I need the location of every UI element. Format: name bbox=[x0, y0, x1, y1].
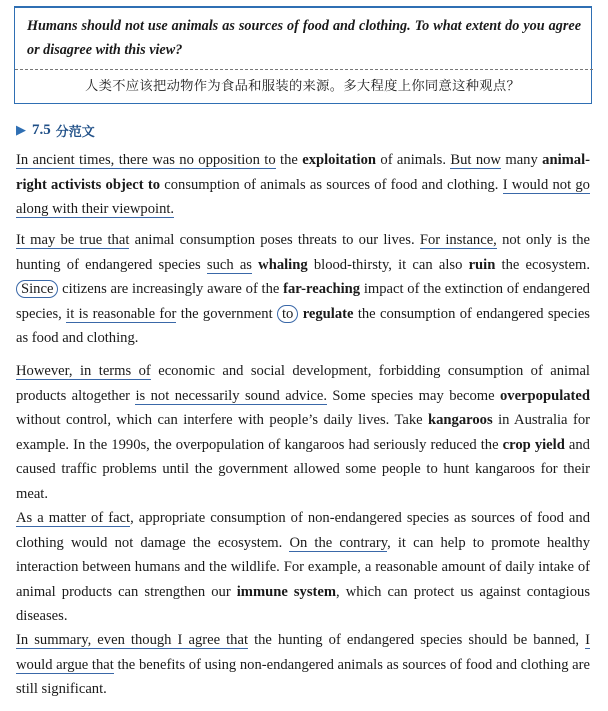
text-run: animal consumption poses threats to our lives. bbox=[129, 232, 420, 248]
underlined-phrase: It may be true that bbox=[16, 232, 130, 248]
key-term: far-reaching bbox=[283, 281, 361, 297]
prompt-chinese: 人类不应该把动物作为食品和服装的来源。多大程度上你同意这种观点？ bbox=[85, 79, 521, 94]
key-term: animal-right activists object to bbox=[16, 152, 590, 193]
underlined-phrase: In ancient times, there was no opposition to bbox=[16, 152, 276, 168]
key-term: crop yield bbox=[502, 436, 565, 453]
text-run: consumption of animals as sources of food and clothing. bbox=[160, 176, 503, 193]
underlined-phrase: such as bbox=[206, 256, 252, 273]
text-run: impact of the extinction of endangered species, bbox=[16, 281, 590, 322]
text-run: without control, which can interfere with people’s daily lives. Take bbox=[16, 412, 429, 428]
text-run: economic and social development, forbidding consumption of animal products altogether bbox=[16, 363, 590, 404]
text-run: citizens are increasingly aware of the bbox=[58, 281, 284, 297]
underlined-phrase: In summary, even though I agree that bbox=[16, 632, 249, 648]
underlined-phrase: However, in terms of bbox=[16, 363, 151, 379]
circled-word: Since bbox=[16, 280, 58, 298]
essay-prompt-box bbox=[14, 6, 592, 104]
paragraph-body-1 bbox=[16, 228, 590, 351]
underlined-phrase: For instance, bbox=[419, 232, 497, 248]
text-run: the bbox=[275, 152, 303, 168]
text-run: the consumption of endangered species as food and clothing. bbox=[16, 305, 590, 346]
underlined-phrase: As a matter of fact bbox=[16, 510, 131, 526]
underlined-phrase: is not necessarily sound advice. bbox=[135, 387, 327, 404]
paragraph-introduction bbox=[16, 148, 590, 222]
underlined-phrase: it is reasonable for bbox=[66, 305, 177, 322]
key-term: ruin bbox=[468, 256, 496, 273]
paragraph-conclusion bbox=[16, 628, 590, 702]
prompt-divider bbox=[15, 69, 593, 70]
paragraph-body-2 bbox=[16, 359, 590, 506]
key-term: exploitation bbox=[302, 152, 377, 168]
underlined-phrase: On the contrary bbox=[289, 534, 388, 551]
key-term: immune system bbox=[236, 583, 337, 600]
text-run: Some species may become bbox=[326, 387, 500, 404]
text-run: and caused traffic problems until the government allowed some people to hunt kangaroos for their meat. bbox=[16, 436, 590, 502]
underlined-phrase: I would argue that bbox=[16, 632, 590, 673]
text-run: of animals. bbox=[376, 152, 451, 168]
text-run: , appropriate consumption of non-endangered species as sources of food and clothing would not damage the ecosystem. bbox=[16, 510, 591, 551]
underlined-phrase: But now bbox=[450, 152, 501, 168]
text-run: the hunting of endangered species should be banned, bbox=[248, 632, 586, 648]
paragraph-body-3 bbox=[16, 506, 590, 629]
text-run: blood-thirsty, it can also bbox=[307, 256, 469, 273]
triangle-bullet-icon: ▶ bbox=[16, 122, 26, 137]
text-run: the government bbox=[176, 305, 277, 322]
key-term: whaling bbox=[258, 256, 308, 273]
text-run: , which can protect us against contagious diseases. bbox=[16, 583, 590, 624]
text-run: , it can help to promote healthy interaction between humans and the wildlife. For example, a reasonable amount of daily intake of animal products can strengthen our bbox=[16, 534, 590, 600]
key-term: overpopulated bbox=[500, 387, 590, 404]
key-term: regulate bbox=[302, 305, 354, 322]
text-run: not only is the hunting of endangered species bbox=[16, 232, 590, 273]
section-title: 分范文 bbox=[55, 124, 95, 140]
text-run: the benefits of using non-endangered animals as sources of food and clothing are still significant. bbox=[16, 656, 590, 697]
text-run: in Australia for example. In the 1990s, the overpopulation of kangaroos had seriously reduced the bbox=[16, 412, 590, 453]
key-term: kangaroos bbox=[428, 412, 493, 428]
circled-word: to bbox=[277, 305, 298, 323]
prompt-english: Humans should not use animals as sources of food and clothing. To what extent do you agree or disagree with this view? bbox=[27, 18, 581, 58]
text-run: many bbox=[500, 152, 543, 168]
underlined-phrase: I would not go along with their viewpoint. bbox=[16, 176, 590, 217]
text-run: the ecosystem. bbox=[495, 256, 590, 273]
section-heading bbox=[16, 119, 95, 141]
section-number: 7.5 bbox=[32, 121, 51, 138]
